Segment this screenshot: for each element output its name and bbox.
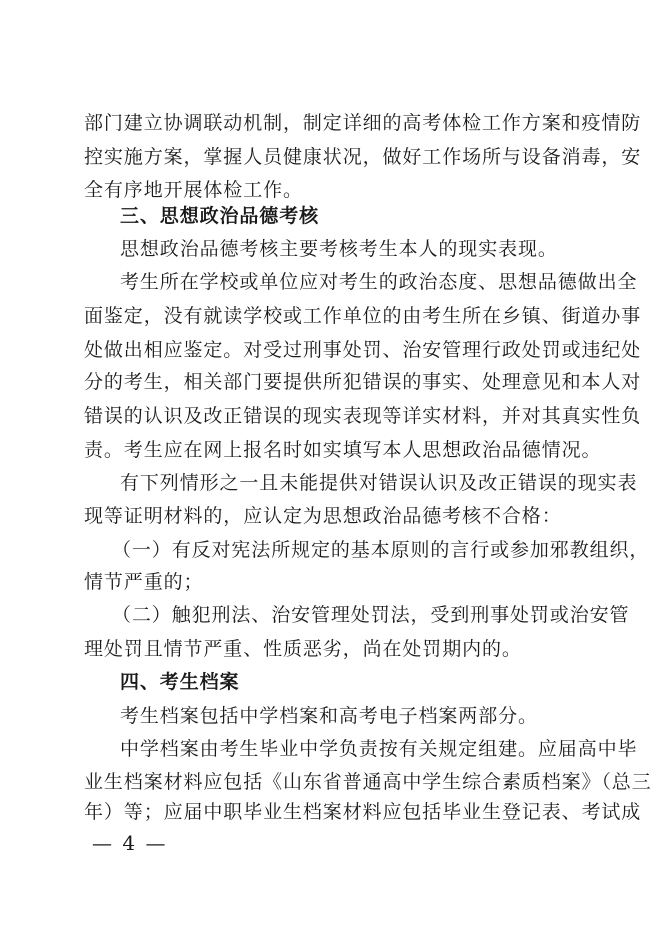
body-line: 现等证明材料的，应认定为思想政治品德考核不合格：	[84, 505, 562, 527]
body-line: 有下列情形之一且未能提供对错误认识及改正错误的现实表	[120, 472, 638, 494]
section-heading-4: 四、考生档案	[120, 671, 240, 693]
body-line: 年）等；应届中职毕业生档案材料应包括毕业生登记表、考试成	[84, 801, 642, 823]
body-line: 考生所在学校或单位应对考生的政治态度、思想品德做出全	[120, 271, 638, 293]
body-line: 中学档案由考生毕业中学负责按有关规定组建。应届高中毕	[120, 738, 638, 760]
page-number: — 4 —	[92, 831, 168, 855]
body-line: 处做出相应鉴定。对受过刑事处罚、治安管理行政处罚或违纪处	[84, 339, 642, 361]
body-line: 思想政治品德考核主要考核考生本人的现实表现。	[120, 238, 558, 260]
body-line: 分的考生，相关部门要提供所犯错误的事实、处理意见和本人对	[84, 371, 642, 393]
body-line: 控实施方案，掌握人员健康状况，做好工作场所与设备消毒，安	[84, 146, 642, 168]
body-line: 部门建立协调联动机制，制定详细的高考体检工作方案和疫情防	[84, 112, 642, 134]
body-line: 全有序地开展体检工作。	[84, 179, 303, 201]
list-item-2: （二）触犯刑法、治安管理处罚法，受到刑事处罚或治安管	[112, 604, 630, 626]
body-line: 考生档案包括中学档案和高考电子档案两部分。	[120, 705, 538, 727]
body-line: 业生档案材料应包括《山东省普通高中学生综合素质档案》（总三	[84, 771, 652, 793]
body-line: 情节严重的；	[84, 571, 204, 593]
body-line: 理处罚且情节严重、性质恶劣，尚在处罚期内的。	[84, 638, 522, 660]
list-item-1: （一）有反对宪法所规定的基本原则的言行或参加邪教组织，	[112, 539, 650, 561]
body-line: 错误的认识及改正错误的现实表现等详实材料，并对其真实性负	[84, 405, 642, 427]
section-heading-3: 三、思想政治品德考核	[120, 205, 320, 227]
body-line: 面鉴定，没有就读学校或工作单位的由考生所在乡镇、街道办事	[84, 305, 642, 327]
body-line: 责。考生应在网上报名时如实填写本人思想政治品德情况。	[84, 439, 602, 461]
